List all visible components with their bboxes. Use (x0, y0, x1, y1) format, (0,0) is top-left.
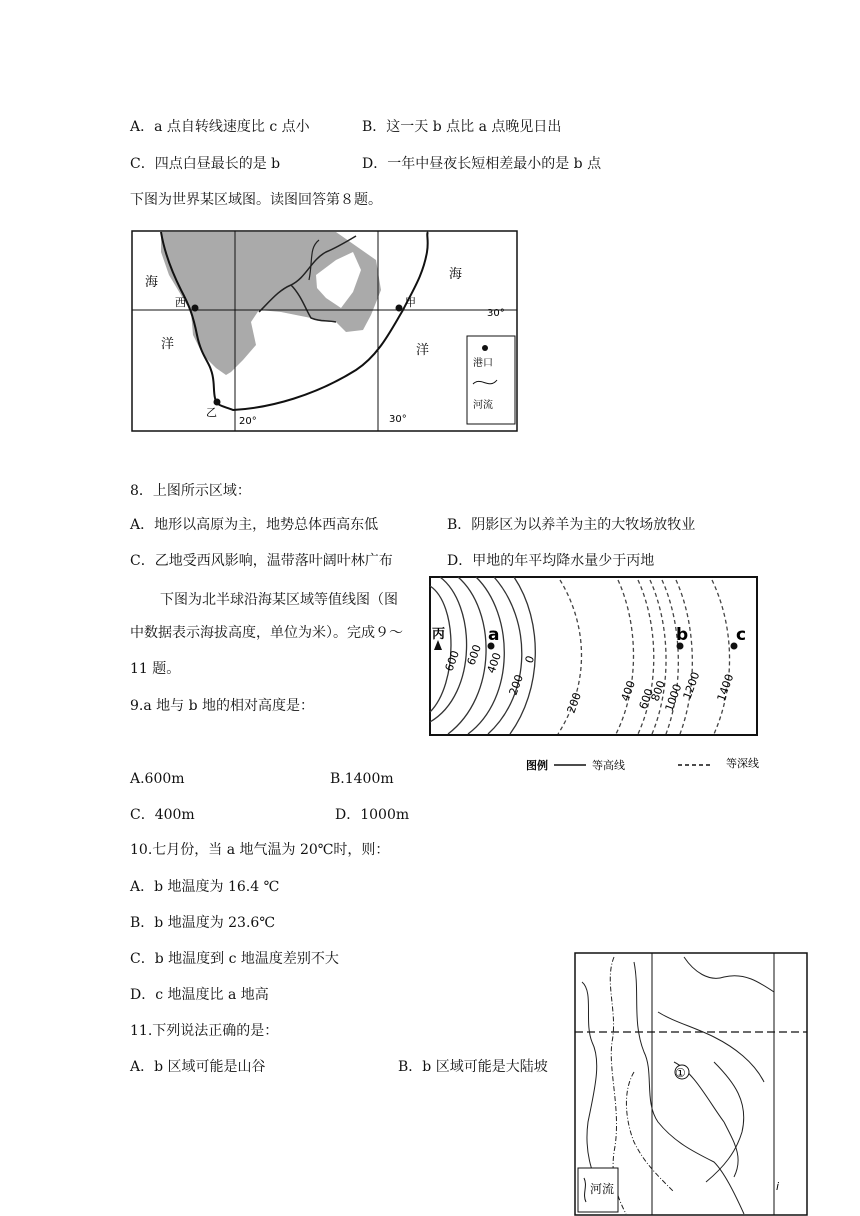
q8-option-a: A．地形以高原为主，地势总体西高东低 (130, 517, 379, 533)
label-yi: 乙 (206, 406, 217, 419)
legend-isobath: 等深线 (726, 757, 759, 770)
intro-q8: 下图为世界某区域图。读图回答第８题。 (130, 192, 382, 208)
q9-option-c: C．400m (130, 807, 195, 823)
label-sea-right: 海 (449, 267, 463, 282)
river-region-map (574, 952, 810, 1216)
label-lon-20: 20° (239, 416, 257, 427)
isobath-label: 1400 (714, 672, 737, 704)
q9-option-b: B.1400m (330, 771, 394, 787)
isobath-label: 1200 (680, 670, 703, 702)
q11-stem: 11.下列说法正确的是： (130, 1023, 279, 1039)
label-point-a: a (488, 625, 500, 645)
contour-label: 0 (522, 654, 538, 666)
q7-option-c: C．四点白昼最长的是 b (130, 156, 281, 172)
q8-option-c: C．乙地受西风影响，温带落叶阔叶林广布 (130, 553, 393, 569)
q7-option-a: A．a 点自转线速度比 c 点小 (130, 119, 310, 135)
label-point-c: c (736, 625, 747, 645)
label-west: 西 (175, 296, 186, 309)
q9-option-a: A.600m (130, 771, 185, 787)
label-point-bing: 丙 (432, 627, 446, 642)
label-lon-30: 30° (389, 414, 407, 425)
label-lat-30: 30° (487, 308, 505, 319)
contour-label: 200 (506, 672, 527, 698)
legend-river: 河流 (473, 400, 493, 411)
q7-option-b: B．这一天 b 点比 a 点晚见日出 (362, 119, 562, 135)
label-ocean-left: 洋 (161, 337, 175, 352)
isobath-label: 400 (618, 678, 639, 704)
q11-option-b: B．b 区域可能是大陆坡 (398, 1059, 548, 1075)
intro-q9-line1: 下图为北半球沿海某区域等值线图（图 (160, 592, 398, 608)
isobath-label: 600 (636, 686, 657, 712)
q10-option-a: A．b 地温度为 16.4 ℃ (130, 879, 280, 895)
intro-q9-line3: 11 题。 (130, 661, 181, 677)
q8-option-b: B．阴影区为以养羊为主的大牧场放牧业 (447, 517, 696, 533)
label-sea-left: 海 (145, 275, 159, 290)
contour-map (428, 574, 760, 772)
legend-contour: 等高线 (592, 759, 625, 772)
q7-option-d: D．一年中昼夜长短相差最小的是 b 点 (362, 156, 602, 172)
q10-option-b: B．b 地温度为 23.6℃ (130, 915, 275, 931)
q11-option-a: A．b 区域可能是山谷 (130, 1059, 266, 1075)
label-circle-1: ① (675, 1066, 686, 1080)
isobath-label: 800 (648, 678, 669, 704)
intro-q9-line2: 中数据表示海拔高度，单位为米）。完成９～ (130, 625, 403, 641)
legend-river-label: 河流 (590, 1182, 615, 1196)
q10-stem: 10.七月份，当 a 地气温为 20℃时，则： (130, 842, 390, 858)
contour-label: 400 (484, 650, 505, 676)
q8-option-d: D．甲地的年平均降水量少于丙地 (447, 553, 655, 569)
label-ocean-right: 洋 (416, 343, 430, 358)
label-point-b: b (676, 625, 689, 645)
isobath-label: 200 (564, 690, 585, 716)
q8-stem: 8．上图所示区域： (130, 483, 251, 499)
label-i: i (776, 1180, 780, 1193)
southern-africa-map (131, 230, 519, 433)
isobath-label: 1000 (662, 682, 685, 714)
contour-label: 600 (442, 648, 463, 674)
label-jia: 甲 (405, 296, 416, 309)
q10-option-d: D．c 地温度比 a 地高 (130, 987, 269, 1003)
legend-port: 港口 (473, 358, 493, 369)
q10-option-c: C．b 地温度到 c 地温度差别不大 (130, 951, 339, 967)
q9-stem: 9.a 地与 b 地的相对高度是： (130, 698, 315, 714)
legend-title: 图例 (526, 759, 548, 772)
q9-option-d: D．1000m (335, 807, 410, 823)
contour-label: 600 (464, 642, 485, 668)
